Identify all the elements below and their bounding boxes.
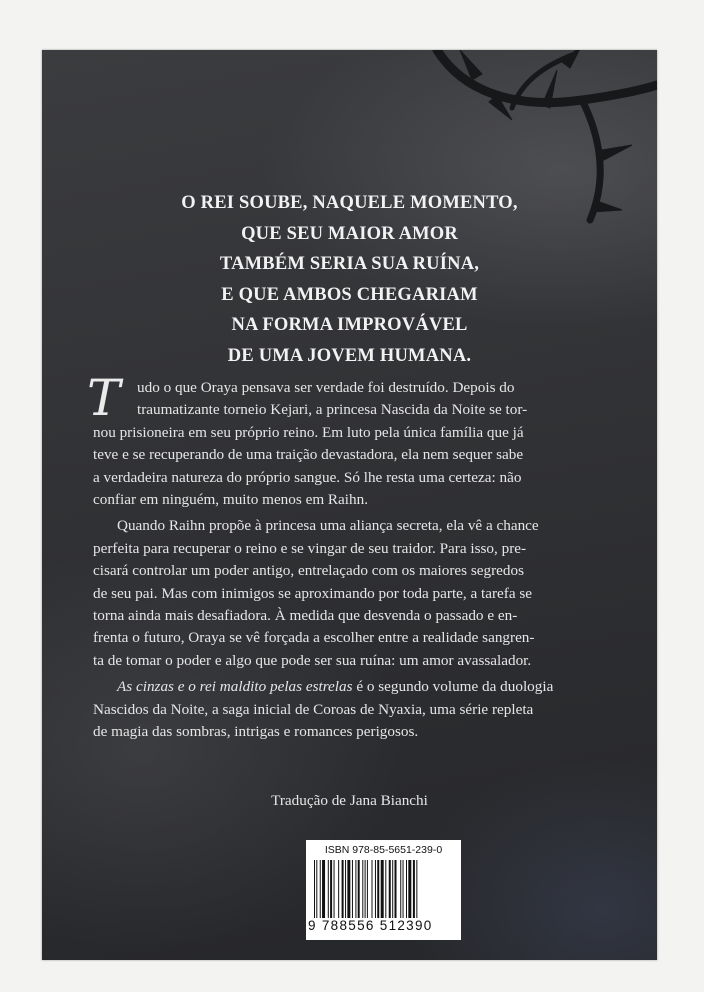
barcode-bar — [355, 860, 356, 918]
text-line: udo o que Oraya pensava ser verdade foi destruído. Depois do — [137, 379, 515, 396]
barcode-bar — [352, 860, 353, 918]
barcode-bar — [330, 860, 332, 918]
barcode-bar — [334, 860, 335, 918]
barcode-bar — [320, 860, 321, 918]
barcode-bar — [413, 860, 415, 918]
barcode-bar — [342, 860, 344, 918]
synopsis-paragraph-2 — [93, 515, 613, 672]
barcode-bar — [408, 860, 411, 918]
barcode-bar — [385, 860, 386, 918]
book-back-cover — [42, 50, 657, 960]
barcode-bar — [328, 860, 329, 918]
text-line: ta de tomar o poder e algo que pode ser sua ruína: um amor avassalador. — [93, 651, 532, 669]
barcode-bar — [372, 860, 373, 918]
tagline-line: DE UMA JOVEM HUMANA. — [227, 345, 472, 366]
text-line: cisará controlar um poder antigo, entrelaçado com os maiores segredos — [93, 562, 524, 580]
synopsis — [87, 369, 613, 748]
barcode-bar — [416, 860, 417, 918]
tagline-line: O REI SOUBE, NAQUELE MOMENTO, — [181, 193, 518, 213]
ean-number: 9 788556 512390 — [308, 918, 433, 933]
tagline-line: NA FORMA IMPROVÁVEL — [231, 315, 468, 336]
drop-cap: T — [87, 369, 121, 427]
text-line: torna ainda mais desafiadora. À medida que desvenda o passado e en- — [93, 607, 518, 625]
text-line: Quando Raihn propõe à princesa uma aliança secreta, ela vê a chance — [117, 517, 539, 535]
barcode-bar — [377, 860, 379, 918]
text-line: de magia das sombras, intrigas e romances perigosos. — [93, 723, 419, 741]
barcode-bar — [314, 860, 315, 918]
text-line: nou prisioneira em seu próprio reino. Em luto pela única família que já — [93, 423, 524, 441]
text-line: Nascidos da Noite, a saga inicial de Coroas de Nyaxia, uma série repleta — [93, 700, 534, 718]
book-title: As cinzas e o rei maldito pelas estrelas — [117, 678, 353, 696]
barcode-bar — [395, 860, 397, 918]
barcode-bar — [375, 860, 376, 918]
synopsis-paragraph-1 — [87, 369, 613, 511]
isbn-barcode — [306, 840, 461, 940]
tagline-line: QUE SEU MAIOR AMOR — [241, 223, 458, 244]
barcode-bar — [367, 860, 368, 918]
tagline-line: TAMBÉM SERIA SUA RUÍNA, — [219, 254, 480, 275]
text-line: confiar em ninguém, muito menos em Raihn. — [93, 491, 369, 509]
barcode-bar — [389, 860, 391, 918]
synopsis-paragraph-3 — [93, 676, 613, 743]
text-line: de seu pai. Mas com inimigos se aproximando por toda parte, a tarefa se — [93, 584, 533, 602]
text-fragment: é o segundo volume da duologia — [352, 678, 554, 696]
translator-credit: Tradução de Jana Bianchi — [271, 792, 428, 809]
barcode-bar — [345, 860, 346, 918]
isbn-label: ISBN 978-85-5651-239-0 — [324, 844, 443, 856]
text-line: traumatizante torneio Kejari, a princesa Nascida da Noite se tor- — [137, 401, 528, 419]
barcode-bars — [314, 860, 454, 918]
text-line: a verdadeira natureza do próprio sangue. Só lhe resta uma certeza: não — [93, 468, 522, 486]
barcode-bar — [347, 860, 350, 918]
barcode-bar — [365, 860, 366, 918]
barcode-bar — [381, 860, 384, 918]
barcode-bar — [362, 860, 363, 918]
barcode-bar — [403, 860, 404, 918]
text-line: teve e se recuperando de uma traição devastadora, ela nem sequer sabe — [93, 446, 524, 464]
text-line — [93, 676, 613, 698]
text-line: perfeita para recuperar o reino e se vingar de seu traidor. Para isso, pre- — [93, 539, 527, 557]
text-line: frenta o futuro, Oraya se vê forçada a escolher entre a realidade sangren- — [93, 629, 535, 647]
barcode-bar — [406, 860, 407, 918]
barcode-bar — [400, 860, 401, 918]
tagline — [42, 188, 657, 372]
barcode-bar — [322, 860, 325, 918]
barcode-bar — [316, 860, 317, 918]
barcode-bar — [338, 860, 339, 918]
barcode-bar — [358, 860, 360, 918]
tagline-line: E QUE AMBOS CHEGARIAM — [221, 284, 478, 305]
barcode-bar — [392, 860, 393, 918]
